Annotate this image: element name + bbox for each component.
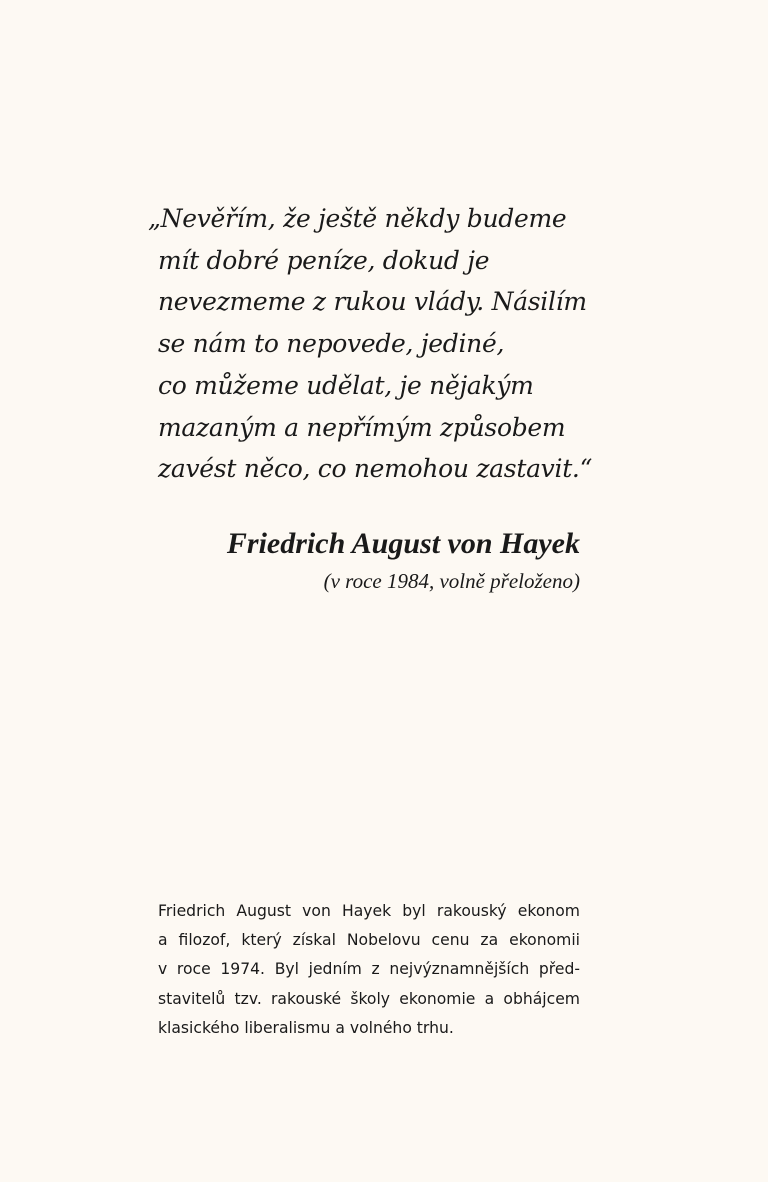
quote-line: „Nevěřím, že ještě někdy budeme: [148, 204, 567, 233]
bio-line: Friedrich August von Hayek byl rakouský ekonom: [158, 902, 580, 920]
quote-line: co můžeme udělat, je nějakým: [158, 370, 534, 400]
bio-line: klasického liberalismu a volného trhu.: [158, 1018, 454, 1037]
bio-line: v roce 1974. Byl jedním z nejvýznamnějších před-: [158, 960, 580, 979]
quote-line: mazaným a nepřímým způsobem: [158, 412, 566, 442]
bio-line: a filozof, který získal Nobelovu cenu za ekonomii: [158, 931, 580, 950]
quote-author: Friedrich August von Hayek: [226, 527, 580, 560]
epigraph-quote: [148, 198, 593, 490]
quote-line: se nám to nepovede, jediné,: [158, 329, 505, 359]
author-bio: [158, 897, 580, 1043]
quote-line: nevezmeme z rukou vlády. Násilím: [158, 287, 587, 317]
quote-line: zavést něco, co nemohou zastavit.“: [158, 454, 593, 484]
bio-line: stavitelů tzv. rakouské školy ekonomie a obhájcem: [158, 989, 580, 1008]
quote-source: (v roce 1984, volně přeloženo): [323, 569, 580, 593]
quote-line: mít dobré peníze, dokud je: [158, 245, 490, 275]
